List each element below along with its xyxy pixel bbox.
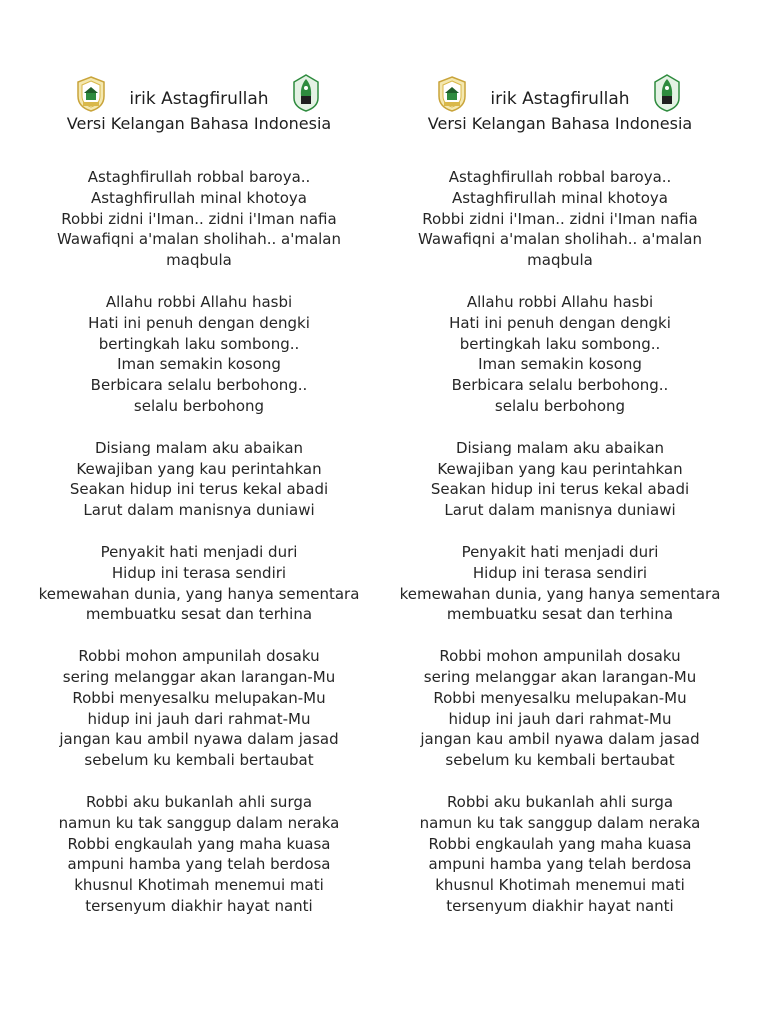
lyric-line: Larut dalam manisnya duniawi	[83, 501, 315, 520]
lyric-line: sering melanggar akan larangan-Mu	[423, 667, 697, 686]
page-title: irik Astagfirullah	[129, 89, 269, 109]
lyric-line: maqbula	[527, 251, 593, 270]
lyric-line: Allahu robbi Allahu hasbi	[466, 292, 654, 311]
stanza	[379, 646, 741, 771]
lyric-line: tersenyum diakhir hayat nanti	[85, 896, 313, 915]
lyric-line: Seakan hidup ini terus kekal abadi	[430, 480, 690, 499]
lyric-line: tersenyum diakhir hayat nanti	[446, 896, 674, 915]
lyric-line: hidup ini jauh dari rahmat-Mu	[448, 709, 672, 728]
lyric-line: Hati ini penuh dengan dengki	[449, 313, 671, 332]
subtitle: Versi Kelangan Bahasa Indonesia	[66, 114, 332, 133]
lyric-line: hidup ini jauh dari rahmat-Mu	[87, 709, 311, 728]
lyric-line: maqbula	[166, 251, 232, 270]
lyric-line: Robbi zidni i'Iman.. zidni i'Iman nafia	[422, 209, 698, 228]
lyric-line: sering melanggar akan larangan-Mu	[62, 667, 336, 686]
lyric-line: membuatku sesat dan terhina	[85, 605, 313, 624]
lyric-line: namun ku tak sanggup dalam neraka	[419, 813, 701, 832]
subtitle: Versi Kelangan Bahasa Indonesia	[427, 114, 693, 133]
lyric-line: Robbi aku bukanlah ahli surga	[85, 792, 313, 811]
lyric-line: selalu berbohong	[133, 396, 265, 415]
lyric-line: Robbi zidni i'Iman.. zidni i'Iman nafia	[61, 209, 337, 228]
lyric-line: Wawafiqni a'malan sholihah.. a'malan	[56, 230, 342, 249]
lyric-line: sebelum ku kembali bertaubat	[445, 751, 675, 770]
lyric-line: Iman semakin kosong	[478, 355, 642, 374]
stanza	[18, 438, 380, 521]
lyric-line: Robbi aku bukanlah ahli surga	[446, 792, 674, 811]
stanza	[18, 792, 380, 917]
lyrics	[379, 167, 741, 917]
lyric-line: Hati ini penuh dengan dengki	[88, 313, 310, 332]
green-crest-icon	[292, 74, 320, 112]
lyric-line: jangan kau ambil nyawa dalam jasad	[420, 730, 700, 749]
stanza	[18, 167, 380, 271]
lyric-line: Robbi menyesalku melupakan-Mu	[433, 688, 687, 707]
lyric-line: Hidup ini terasa sendiri	[472, 563, 648, 582]
stanza	[379, 438, 741, 521]
stanza	[379, 167, 741, 271]
lyric-line: bertingkah laku sombong..	[98, 334, 300, 353]
lyric-line: Penyakit hati menjadi duri	[100, 542, 298, 561]
stanza	[18, 292, 380, 417]
page-title: irik Astagfirullah	[490, 89, 630, 109]
lyric-line: membuatku sesat dan terhina	[446, 605, 674, 624]
lyric-line: ampuni hamba yang telah berdosa	[428, 855, 692, 874]
lyric-line: Disiang malam aku abaikan	[455, 438, 665, 457]
stanza	[18, 646, 380, 771]
lyric-line: Robbi menyesalku melupakan-Mu	[72, 688, 326, 707]
green-crest-icon	[653, 74, 681, 112]
lyric-line: jangan kau ambil nyawa dalam jasad	[59, 730, 339, 749]
lyric-line: Larut dalam manisnya duniawi	[444, 501, 676, 520]
lyric-line: Allahu robbi Allahu hasbi	[105, 292, 293, 311]
lyric-line: Berbicara selalu berbohong..	[451, 376, 669, 395]
lyric-line: Astaghfirullah robbal baroya..	[87, 168, 311, 186]
lyric-line: Robbi engkaulah yang maha kuasa	[67, 834, 331, 853]
lyric-line: bertingkah laku sombong..	[459, 334, 661, 353]
stanza	[379, 542, 741, 625]
lyric-line: kemewahan dunia, yang hanya sementara	[399, 584, 721, 603]
lyric-line: Wawafiqni a'malan sholihah.. a'malan	[417, 230, 703, 249]
lyric-line: Robbi mohon ampunilah dosaku	[78, 647, 320, 666]
lyric-line: Seakan hidup ini terus kekal abadi	[69, 480, 329, 499]
lyric-line: Astaghfirullah minal khotoya	[90, 188, 307, 207]
lyric-line: Robbi engkaulah yang maha kuasa	[428, 834, 692, 853]
school-crest-icon	[437, 76, 467, 112]
lyric-line: namun ku tak sanggup dalam neraka	[58, 813, 340, 832]
lyric-line: Astaghfirullah minal khotoya	[451, 188, 668, 207]
lyric-line: khusnul Khotimah menemui mati	[74, 876, 324, 895]
lyrics-column-right	[379, 72, 741, 938]
lyric-line: selalu berbohong	[494, 396, 626, 415]
stanza	[18, 542, 380, 625]
lyric-line: Kewajiban yang kau perintahkan	[76, 459, 322, 478]
title-row	[18, 72, 380, 114]
lyrics-column-left	[18, 72, 380, 938]
lyrics	[18, 167, 380, 917]
lyric-line: Penyakit hati menjadi duri	[461, 542, 659, 561]
lyric-line: Kewajiban yang kau perintahkan	[437, 459, 683, 478]
lyric-line: Berbicara selalu berbohong..	[90, 376, 308, 395]
lyric-line: Robbi mohon ampunilah dosaku	[439, 647, 681, 666]
lyric-line: Astaghfirullah robbal baroya..	[448, 168, 672, 186]
lyric-line: Iman semakin kosong	[117, 355, 281, 374]
stanza	[379, 292, 741, 417]
lyric-line: sebelum ku kembali bertaubat	[84, 751, 314, 770]
school-crest-icon	[76, 76, 106, 112]
lyric-line: kemewahan dunia, yang hanya sementara	[38, 584, 360, 603]
title-row	[379, 72, 741, 114]
lyric-line: khusnul Khotimah menemui mati	[435, 876, 685, 895]
stanza	[379, 792, 741, 917]
lyric-line: Hidup ini terasa sendiri	[111, 563, 287, 582]
lyric-line: Disiang malam aku abaikan	[94, 438, 304, 457]
lyric-line: ampuni hamba yang telah berdosa	[67, 855, 331, 874]
